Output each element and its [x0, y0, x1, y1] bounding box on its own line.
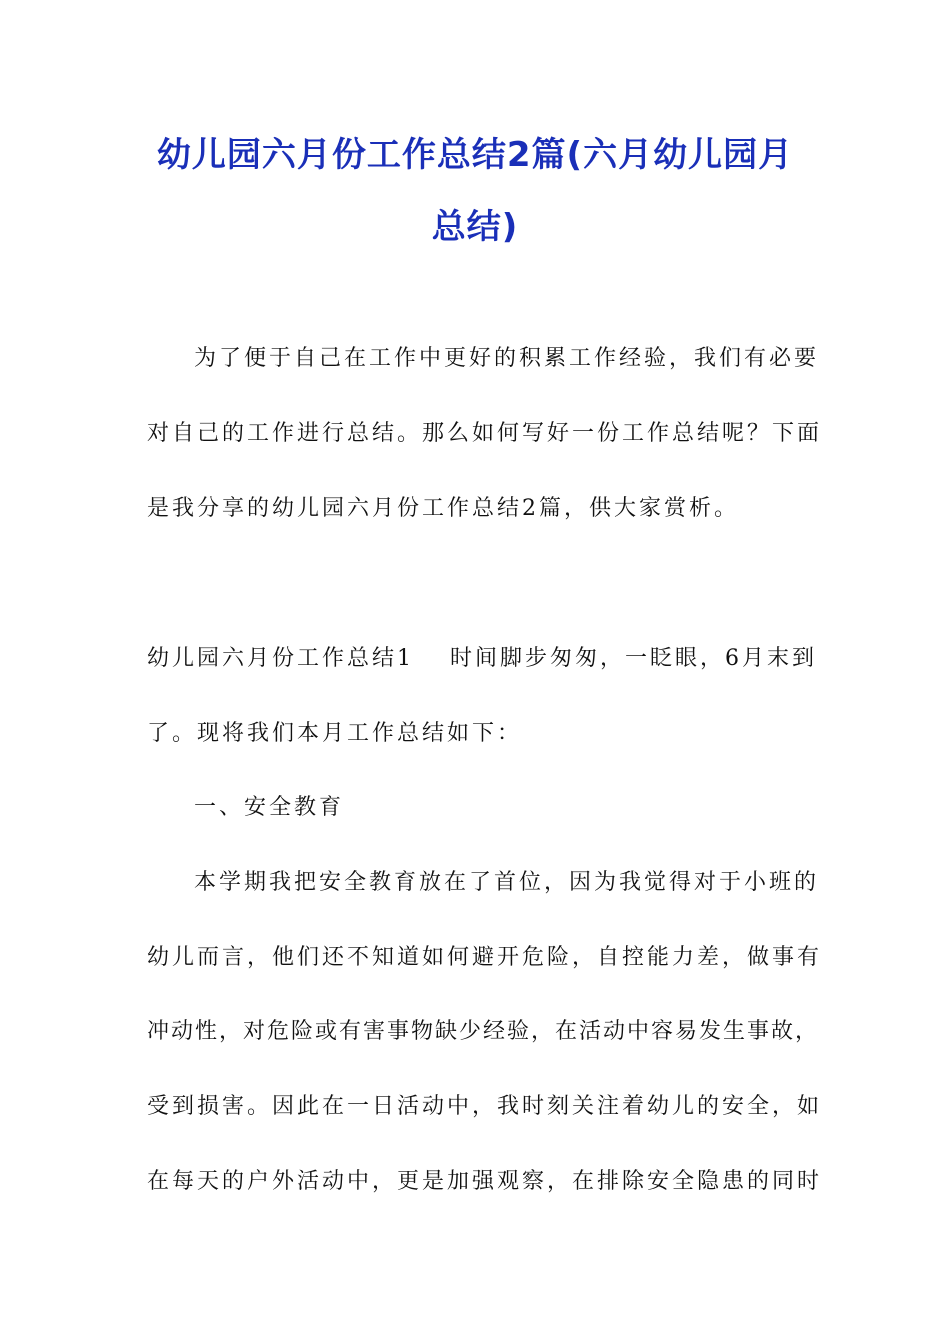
section-first-line-text: 时间脚步匆匆，一眨眼，6月末到 [450, 646, 817, 671]
subheading-safety-education: 一、安全教育 [194, 795, 345, 820]
body-line-5: 在每天的户外活动中，更是加强观察，在排除安全隐患的同时 [147, 1169, 823, 1194]
body-line-4: 受到损害。因此在一日活动中，我时刻关注着幼儿的安全，如 [147, 1094, 823, 1119]
body-line-1: 本学期我把安全教育放在了首位，因为我觉得对于小班的 [194, 870, 820, 895]
body-line-3: 冲动性，对危险或有害事物缺少经验，在活动中容易发生事故， [147, 1019, 820, 1044]
section-heading: 幼儿园六月份工作总结1 [147, 646, 414, 671]
intro-paragraph-line-2: 对自己的工作进行总结。那么如何写好一份工作总结呢？下面 [147, 421, 823, 446]
document-title-line-1: 幼儿园六月份工作总结2篇(六月幼儿园月 [156, 135, 794, 175]
intro-paragraph-line-1: 为了便于自己在工作中更好的积累工作经验，我们有必要 [194, 346, 820, 371]
section-first-line [147, 644, 817, 674]
document-title-line-2: 总结) [431, 207, 519, 247]
body-line-2: 幼儿而言，他们还不知道如何避开危险，自控能力差，做事有 [147, 945, 823, 970]
section-line-2: 了。现将我们本月工作总结如下： [147, 721, 523, 746]
intro-paragraph-line-3: 是我分享的幼儿园六月份工作总结2篇，供大家赏析。 [147, 496, 739, 521]
